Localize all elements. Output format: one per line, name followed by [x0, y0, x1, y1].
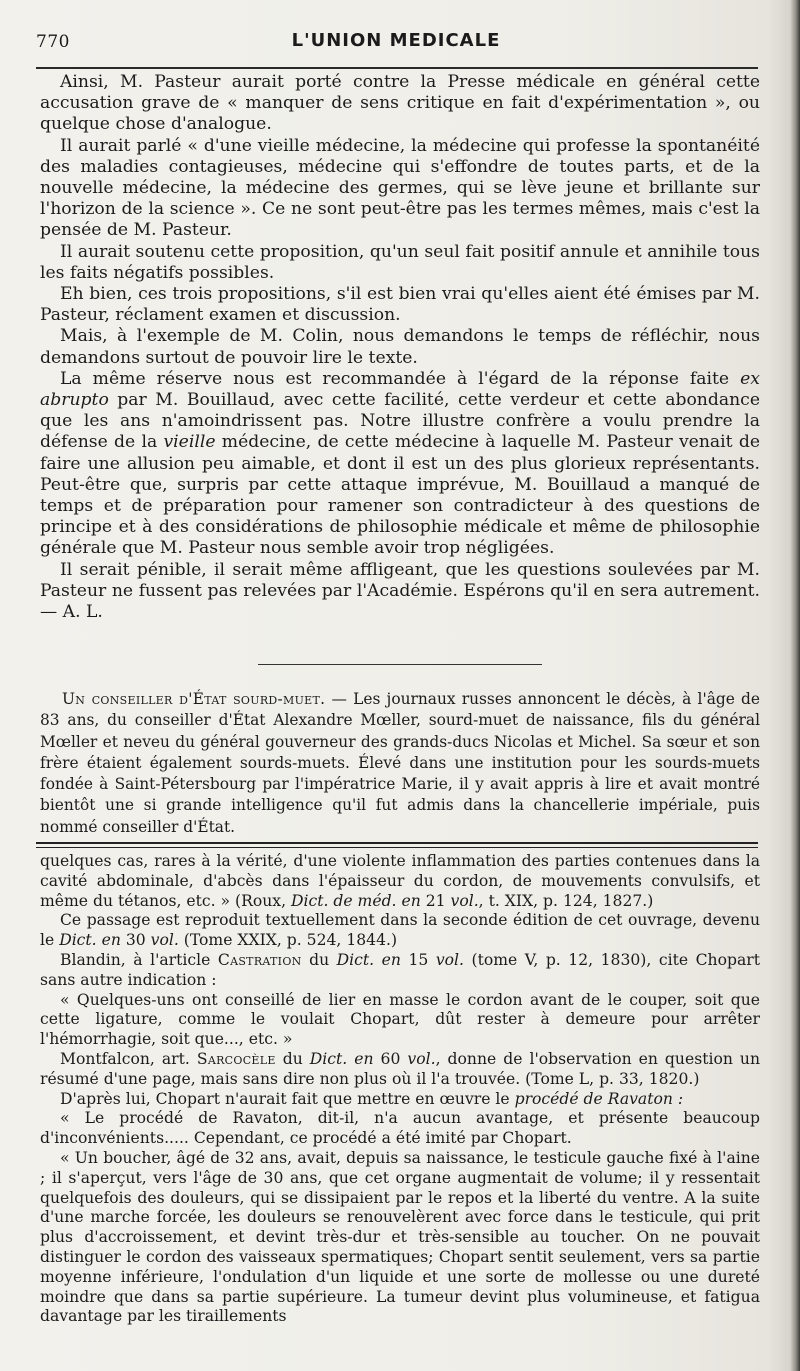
- footnote-paragraph: « Le procédé de Ravaton, dit-il, n'a aucun avantage, et présente beaucoup d'inconvénients..... Cependant, ce procédé a été imité par Chopart.: [40, 1109, 760, 1148]
- footnote-rule: [36, 847, 758, 848]
- text-run: quelques cas, rares à la vérité, d'une violente inflammation des parties contenues dans la cavité abdominale, d'abcès dans l'épaisseur du cordon, de mouvements convulsifs, et même du tétanos, etc. » (Roux,: [40, 852, 760, 910]
- text-run: Ce passage est reproduit textuellement dans la seconde édition de cet ouvrage, devenu le: [40, 911, 760, 950]
- footnote-paragraph: [40, 852, 760, 911]
- news-heading: Un conseiller d'État sourd-muet.: [62, 690, 326, 708]
- article-paragraph: Ainsi, M. Pasteur aurait porté contre la Presse médicale en général cette accusation grave de « manquer de sens critique en fait d'expérimentation », ou quelque chose d'analogue.: [40, 72, 760, 135]
- article-paragraph: Eh bien, ces trois propositions, s'il est bien vrai qu'elles aient été émises par M. Pasteur, réclament examen et discussion.: [40, 284, 760, 326]
- footnote-rule: [36, 842, 758, 844]
- text-run: 60: [373, 1049, 408, 1068]
- emphasis: procédé de Ravaton :: [514, 1089, 684, 1108]
- main-article: [40, 72, 760, 623]
- article-paragraph: Il aurait soutenu cette proposition, qu'un seul fait positif annule et annihile tous les faits négatifs possibles.: [40, 241, 760, 283]
- page-number: 770: [36, 32, 70, 52]
- footnote-paragraph: « Quelques-uns ont conseillé de lier en masse le cordon avant de le couper, soit que cette ligature, comme le voulait Chopart, dût rester à demeure pour arrêter l'hémorrhagie, soit que..., etc. »: [40, 990, 760, 1049]
- page-header: [36, 28, 756, 58]
- news-item: [40, 689, 760, 838]
- emphasis: ex abrupto: [40, 368, 760, 411]
- article-paragraph: [40, 560, 760, 624]
- emphasis: vol.: [450, 891, 479, 910]
- footnote-paragraph: [40, 911, 760, 951]
- news-text: — Les journaux russes annoncent le décès, à l'âge de 83 ans, du conseiller d'État Alexandre Mœller, sourd-muet de naissance, fils du général Mœller et neveu du général gouverneur des grands-ducs Nicolas et Michel. Sa sœur et son frère étaient également sourds-muets. Élevé dans une institution pour les sourds-muets fondée à Saint-Pétersbourg par l'impératrice Marie, il y avait appris à lire et avait montré bientôt une si grande intelligence qu'il fut admis dans la chancellerie impériale, puis nommé conseiller d'État.: [40, 690, 760, 836]
- running-title: L'UNION MEDICALE: [291, 30, 501, 51]
- text-run: , t. XIX, p. 124, 1827.): [478, 891, 654, 910]
- emphasis: vol.: [435, 950, 464, 969]
- news-paragraph: [40, 689, 760, 838]
- page-edge: [790, 0, 800, 1371]
- emphasis: Dict. en: [309, 1049, 374, 1068]
- emphasis: vieille: [163, 432, 216, 453]
- text-run: par M. Bouillaud, avec cette facilité, cette verdeur et cette abondance que les ans n'amoindrissent pas. Notre illustre confrère a voulu prendre la défense de la: [40, 390, 760, 453]
- footnote-paragraph: [40, 1050, 760, 1090]
- header-rule: [36, 67, 758, 69]
- text-run: médecine, de cette médecine à laquelle M. Pasteur venait de faire une allusion peu aimable, et dont il est un des plus glorieux représentants. Peut-être que, surpris par cette attaque imprévue, M. Bouillaud a manqué de temps et de préparation pour ramener son contradicteur à des questions de principe et à des considérations de philosophie médicale et même de philosophie générale que M. Pasteur nous semble avoir trop négligées.: [40, 432, 761, 559]
- text-run: Montfalcon, art.: [60, 1049, 197, 1068]
- article-paragraph: [40, 369, 760, 560]
- text-run: La même réserve nous est recommandée à l'égard de la réponse faite: [60, 368, 741, 389]
- emphasis: vol.: [150, 931, 179, 950]
- author-signature: — A. L.: [40, 602, 103, 623]
- text-run: Il serait pénible, il serait même affligeant, que les questions soulevées par M. Pasteur ne fussent pas relevées par l'Académie. Espérons qu'il en sera autrement.: [40, 559, 760, 601]
- text-run: , donne de l'observation en question un résumé d'une page, mais sans dire non plus où il l'a trouvée. (Tome L, p. 33, 1820.): [40, 1049, 760, 1088]
- text-run: Blandin, à l'article: [60, 950, 218, 969]
- small-caps-term: Castration: [217, 950, 302, 969]
- section-divider: [258, 664, 542, 665]
- text-run: (Tome XXIX, p. 524, 1844.): [178, 931, 398, 950]
- footnote-paragraph: [40, 951, 760, 991]
- footnote-paragraph: [40, 1090, 760, 1110]
- emphasis: Dict. de méd. en: [290, 891, 421, 910]
- text-run: du: [275, 1049, 310, 1068]
- article-paragraph: Il aurait parlé « d'une vieille médecine, la médecine qui professe la spontanéité des maladies contagieuses, médecine qui s'effondre de toutes parts, et de la nouvelle médecine, la médecine des germes, qui se lève jeune et brillante sur l'horizon de la science ». Ce ne sont peut-être pas les termes mêmes, mais c'est la pensée de M. Pasteur.: [40, 135, 760, 241]
- emphasis: Dict. en: [336, 950, 401, 969]
- footnote-paragraph: « Un boucher, âgé de 32 ans, avait, depuis sa naissance, le testicule gauche fixé à l'aine ; il s'aperçut, vers l'âge de 30 ans, que cet organe augmentait de volume; il y ressentait quelquefois des douleurs, qui se dissipaient par le repos et la liberté du ventre. A la suite d'une marche forcée, les douleurs se renouvelèrent avec force dans le testicule, qui prit plus d'accroissement, et devint très-dur et très-sensible au toucher. On ne pouvait distinguer le cordon des vaisseaux spermatiques; Chopart sentit seulement, vers sa partie moyenne inférieure, l'ondulation d'un liquide et une sorte de mollesse ou une dureté moindre que dans sa partie supérieure. La tumeur devint plus volumineuse, et fatigua davantage par les tiraillements: [40, 1148, 760, 1326]
- small-caps-term: Sarcocèle: [196, 1049, 276, 1068]
- text-run: 30: [120, 931, 151, 950]
- text-run: 21: [420, 891, 451, 910]
- footnote-section: [40, 852, 760, 1327]
- article-paragraph: Mais, à l'exemple de M. Colin, nous demandons le temps de réfléchir, nous demandons surtout de pouvoir lire le texte.: [40, 326, 760, 368]
- emphasis: Dict. en: [59, 931, 121, 950]
- text-run: du: [301, 950, 337, 969]
- text-run: D'après lui, Chopart n'aurait fait que mettre en œuvre le: [60, 1089, 515, 1108]
- text-run: 15: [400, 950, 436, 969]
- text-run: (tome V, p. 12, 1830), cite Chopart sans autre indication :: [40, 950, 760, 989]
- emphasis: vol.: [407, 1049, 436, 1068]
